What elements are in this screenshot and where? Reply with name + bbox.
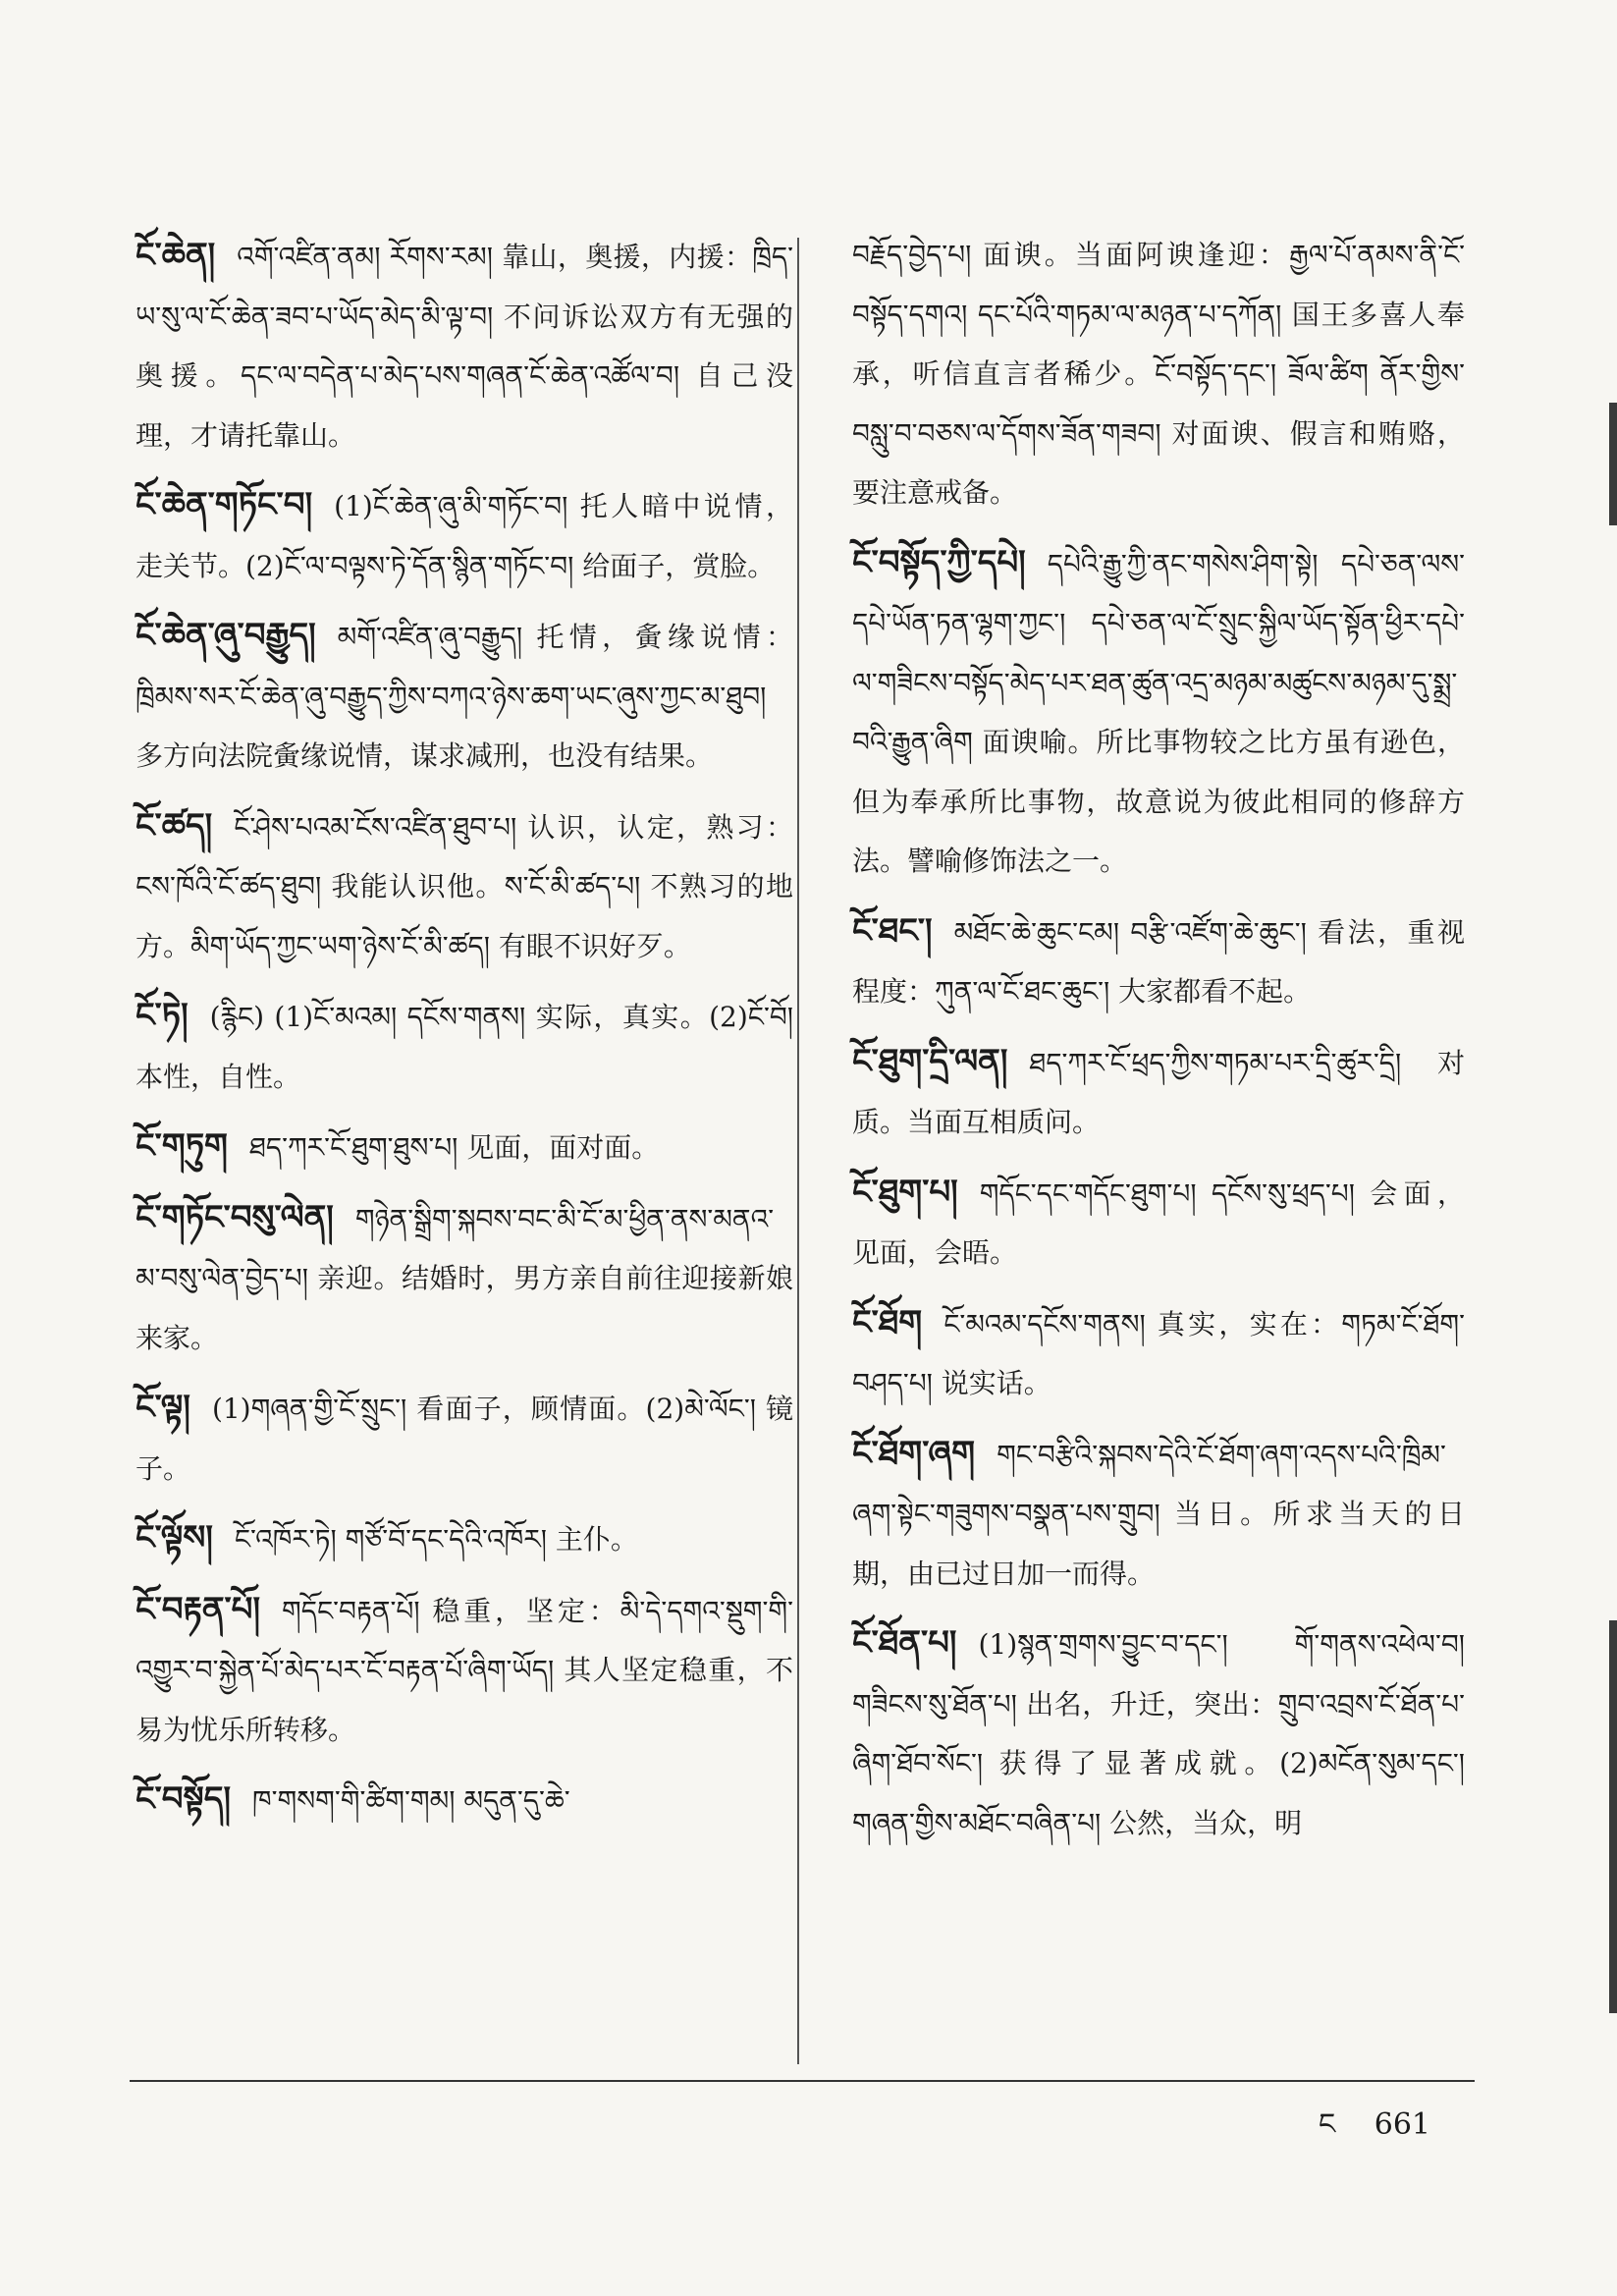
headword: ངོ་བརྟན་པོ། (135, 1589, 261, 1629)
entry (135, 226, 793, 465)
definition: གདོང་བརྟན་པོ། 稳重，坚定：མི་དེ་དགའ་སྡུག་གི་འགྱུར་བ་སྐྱེན་པོ་མེད་པར་ངོ་བརྟན་པོ་ཞིག་ཡོད། 其人坚定稳重，不易为忧乐所转移。 (135, 1594, 793, 1746)
definition: ངོ་ཤེས་པའམ་ངོས་འཛིན་ཐུབ་པ། 认识，认定，熟习：ངས་ཁོའི་ངོ་ཚད་ཐུབ། 我能认识他。ས་ངོ་མི་ཚད་པ། 不熟习的地方。མིག་ཡོད་ཀྱང་ཡག་ཉེས་ངོ་མི་ཚད། 有眼不识好歹。 (135, 810, 793, 962)
headword: ངོ་ཚད། (135, 805, 213, 846)
headword: ངོ་ལྟོས། (135, 1518, 213, 1558)
right-column (852, 226, 1465, 1863)
definition: དཔེའི་རྒྱུ་ཀྱི་ནང་གསེས་ཤིག་སྟེ། དཔེ་ཅན་ལས་དཔེ་ཡོན་ཏན་ལྷག་ཀྱང་། དཔེ་ཅན་ལ་ངོ་སྲུང་སྐྱིལ་ཡོད་སྟོན་ཕྱིར་དཔེ་ལ་གཟིངས་བསྟོད་མེད་པར་ཐན་ཚུན་འདྲ་མཉམ་མཚུངས་མཉམ་དུ་སྨྲ་བའི་རྒྱུན་ཞིག 面谀喻。所比事物较之比方虽有逊色，但为奉承所比事物，故意说为彼此相同的修辞方法。譬喻修饰法之一。 (852, 547, 1465, 877)
definition: གདོང་དང་གདོང་ཐུག་པ། དངོས་སུ་ཕྲད་པ། 会面，见面，会晤。 (852, 1176, 1465, 1269)
definition: གཉེན་སྒྲིག་སྐབས་བང་མི་ངོ་མ་ཕྱིན་ནས་མནའ་མ་བསུ་ལེན་བྱེད་པ། 亲迎。结婚时，男方亲自前往迎接新娘来家。 (135, 1202, 793, 1354)
definition: (རྙིང) (1)ངོ་མའམ། དངོས་གནས། 实际，真实。(2)ངོ་བོ། 本性，自性。 (135, 1001, 793, 1093)
entry (135, 986, 793, 1107)
entry (135, 796, 793, 977)
entry (135, 1508, 793, 1570)
headword: ངོ་ཐོག་ཞག (852, 1433, 976, 1473)
scan-edge-mark (1609, 403, 1617, 525)
definition: འགོ་འཛིན་ནམ། རོགས་རམ། 靠山，奥援，内援：ཁྲིད་ཡ་སུ་ལ་ངོ་ཆེན་ཟབ་པ་ཡོད་མེད་མི་ལྟ་བ། 不问诉讼双方有无强的奥援。དང་ལ་བདེན་པ་མེད་པས་གཞན་ངོ་ཆེན་འཚོལ་བ། 自己没理，才请托靠山。 (135, 241, 793, 452)
entry (852, 1293, 1465, 1414)
entry (852, 1032, 1465, 1153)
headword: ངོ་གཏོང་བསུ་ལེན། (135, 1197, 334, 1237)
headword: ངོ་གཏུག (135, 1126, 228, 1166)
entry (135, 1580, 793, 1761)
headword: ངོ་ཐུག་དྲི་ལན། (852, 1041, 1008, 1081)
definition: ཁ་གསག་གི་ཚིག་གམ། མདུན་དུ་ཆེ་ (252, 1784, 570, 1817)
headword: ངོ་ཆེན་ཞུ་བརྒྱུད། (135, 616, 316, 655)
definition: མཐོང་ཆེ་ཆུང་ངམ། བརྩི་འཛོག་ཆེ་ཆུང་། 看法，重视程度：ཀུན་ལ་ངོ་ཐང་ཆུང་། 大家都看不起。 (852, 915, 1465, 1008)
column-divider (797, 238, 799, 2064)
headword: ངོ་ཆེན། (135, 236, 216, 275)
entry-continued (852, 226, 1465, 523)
headword: ངོ་ལྟ། (135, 1388, 190, 1427)
entry (135, 1770, 793, 1831)
footer-rule (130, 2080, 1475, 2082)
definition: གང་བརྩིའི་སྐབས་དེའི་ངོ་ཐོག་ཞག་འདས་པའི་ཁྲིམ་ཞག་སྟེང་གཟུགས་བསྣན་པས་གྲུབ། 当日。所求当天的日期，由已过日加一而得。 (852, 1438, 1465, 1590)
headword: ངོ་ཏེ། (135, 996, 189, 1035)
definition: བརྗོད་བྱེད་པ། 面谀。当面阿谀逢迎：རྒྱལ་པོ་ནམས་ནི་ངོ་བསྟོད་དགའ། དང་པོའི་གཏམ་ལ་མཉན་པ་དཀོན། 国王多喜人奉承，听信直言者稀少。ངོ་བསྟོད་དང་། ཟོལ་ཚིག ནོར་གྱིས་བསླུ་བ་བཅས་ལ་དོགས་ཟོན་གཟབ། 对面谀、假言和贿赂，要注意戒备。 (852, 239, 1465, 509)
left-column (135, 226, 793, 1841)
headword: ངོ་ཐོག (852, 1302, 923, 1342)
entry (852, 902, 1465, 1022)
entry (852, 1613, 1465, 1853)
definition: (1)སྙན་གྲགས་བྱུང་བ་དང་། གོ་གནས་འཕེལ་བ། གཟིངས་སུ་ཐོན་པ། 出名，升迁，突出：གྲུབ་འབྲས་ངོ་ཐོན་པ་ཞིག་ཐོབ་སོང་། 获得了显著成就。(2)མངོན་སུམ་དང་། གཞན་གྱིས་མཐོང་བཞིན་པ། 公然，当众，明 (852, 1628, 1465, 1839)
headword: ངོ་ཐུག་པ། (852, 1172, 958, 1212)
definition: (1)ངོ་ཆེན་ཞུ་མི་གཏོང་བ། 托人暗中说情，走关节。(2)ངོ་ལ་བལྟས་ཏེ་དོན་སྙིན་གཏོང་བ། 给面子，赏脸。 (135, 490, 793, 582)
definition: ཐད་ཀར་ངོ་ཕྲད་ཀྱིས་གཏམ་པར་དྲི་ཚུར་དྲི། 对质。当面互相质问。 (852, 1046, 1465, 1138)
entry (135, 475, 793, 596)
entry (135, 1117, 793, 1178)
entry (852, 1163, 1465, 1284)
definition: མགོ་འཛིན་ཞུ་བརྒྱུད། 托情，夤缘说情：ཁྲིམས་སར་ངོ་ཆེན་ཞུ་བརྒྱུད་ཀྱིས་བཀའ་ཉེས་ཆག་ཡང་ཞུས་ཀྱང་མ་ཐུབ། 多方向法院夤缘说情，谋求减刑，也没有结果。 (135, 621, 793, 772)
headword: ངོ་ཆེན་གཏོང་བ། (135, 485, 313, 524)
page-number: 661 (1374, 2107, 1430, 2142)
definition: ཐད་ཀར་ངོ་ཐུག་ཐུས་པ། 见面，面对面。 (248, 1131, 660, 1164)
definition: (1)གཞན་གྱི་ངོ་སྲུང་། 看面子，顾情面。(2)མེ་ལོང་། 镜子。 (135, 1393, 793, 1485)
entry (852, 533, 1465, 892)
entry (135, 606, 793, 787)
headword: ངོ་བསྟོད་ཀྱི་དཔེ། (852, 542, 1026, 582)
definition: ངོ་འཁོར་ཏེ། གཙོ་བོ་དང་དེའི་འཁོར། 主仆。 (234, 1523, 638, 1556)
entry (135, 1378, 793, 1499)
scan-edge-mark (1609, 1620, 1617, 2013)
entry (135, 1188, 793, 1369)
headword: ངོ་ཐང་། (852, 910, 933, 951)
section-letter: ང (1318, 2107, 1336, 2142)
entry (852, 1424, 1465, 1605)
page-footer (1319, 2092, 1430, 2174)
headword: ངོ་བསྟོད། (135, 1779, 232, 1819)
headword: ངོ་ཐོན་པ། (852, 1623, 957, 1663)
definition: ངོ་མའམ་དངོས་གནས། 真实，实在：གཏམ་ངོ་ཐོག་བཤད་པ། 说实话。 (852, 1307, 1465, 1399)
